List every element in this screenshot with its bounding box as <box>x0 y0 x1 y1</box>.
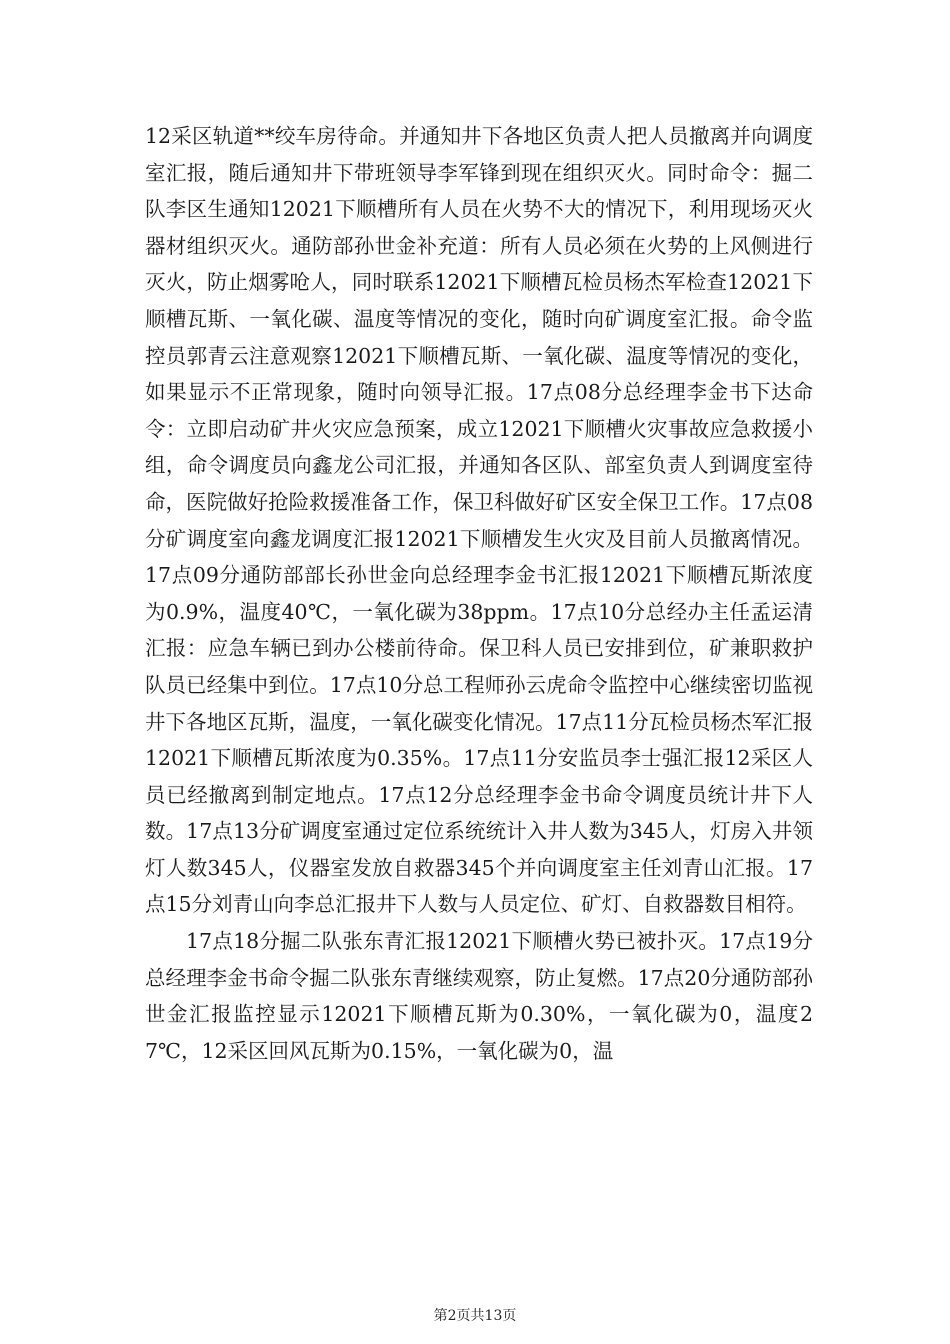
paragraph-2: 17点18分掘二队张东青汇报12021下顺槽火势已被扑灭。17点19分总经理李金书命令掘二队张东青继续观察，防止复燃。17点20分通防部孙世金汇报监控显示12021下顺槽瓦斯为0.30%，一氧化碳为0，温度27℃，12采区回风瓦斯为0.15%，一氧化碳为0，温 <box>145 929 813 1063</box>
page-number: 第2页共13页 <box>433 1308 517 1324</box>
document-body <box>145 118 813 1069</box>
paragraph-1: 12采区轨道**绞车房待命。并通知井下各地区负责人把人员撤离并向调度室汇报，随后通知井下带班领导李军锋到现在组织灭火。同时命令：掘二队李区生通知12021下顺槽所有人员在火势不大的情况下，利用现场灭火器材组织灭火。通防部孙世金补充道：所有人员必须在火势的上风侧进行灭火，防止烟雾呛人，同时联系12021下顺槽瓦检员杨杰军检查12021下顺槽瓦斯、一氧化碳、温度等情况的变化，随时向矿调度室汇报。命令监控员郭青云注意观察12021下顺槽瓦斯、一氧化碳、温度等情况的变化，如果显示不正常现象，随时向领导汇报。17点08分总经理李金书下达命令：立即启动矿井火灾应急预案，成立12021下顺槽火灾事故应急救援小组，命令调度员向鑫龙公司汇报，并通知各区队、部室负责人到调度室待命，医院做好抢险救援准备工作，保卫科做好矿区安全保卫工作。17点08分矿调度室向鑫龙调度汇报12021下顺槽发生火灾及目前人员撤离情况。17点09分通防部部长孙世金向总经理李金书汇报12021下顺槽瓦斯浓度为0.9%，温度40℃，一氧化碳为38ppm。17点10分总经办主任孟运清汇报：应急车辆已到办公楼前待命。保卫科人员已安排到位，矿兼职救护队员已经集中到位。17点10分总工程师孙云虎命令监控中心继续密切监视井下各地区瓦斯，温度，一氧化碳变化情况。17点11分瓦检员杨杰军汇报12021下顺槽瓦斯浓度为0.35%。17点11分安监员李士强汇报12采区人员已经撤离到制定地点。17点12分总经理李金书命令调度员统计井下人数。17点13分矿调度室通过定位系统统计入井人数为345人，灯房入井领灯人数345人，仪器室发放自救器345个并向调度室主任刘青山汇报。17点15分刘青山向李总汇报井下人数与人员定位、矿灯、自救器数目相符。 <box>145 124 813 917</box>
